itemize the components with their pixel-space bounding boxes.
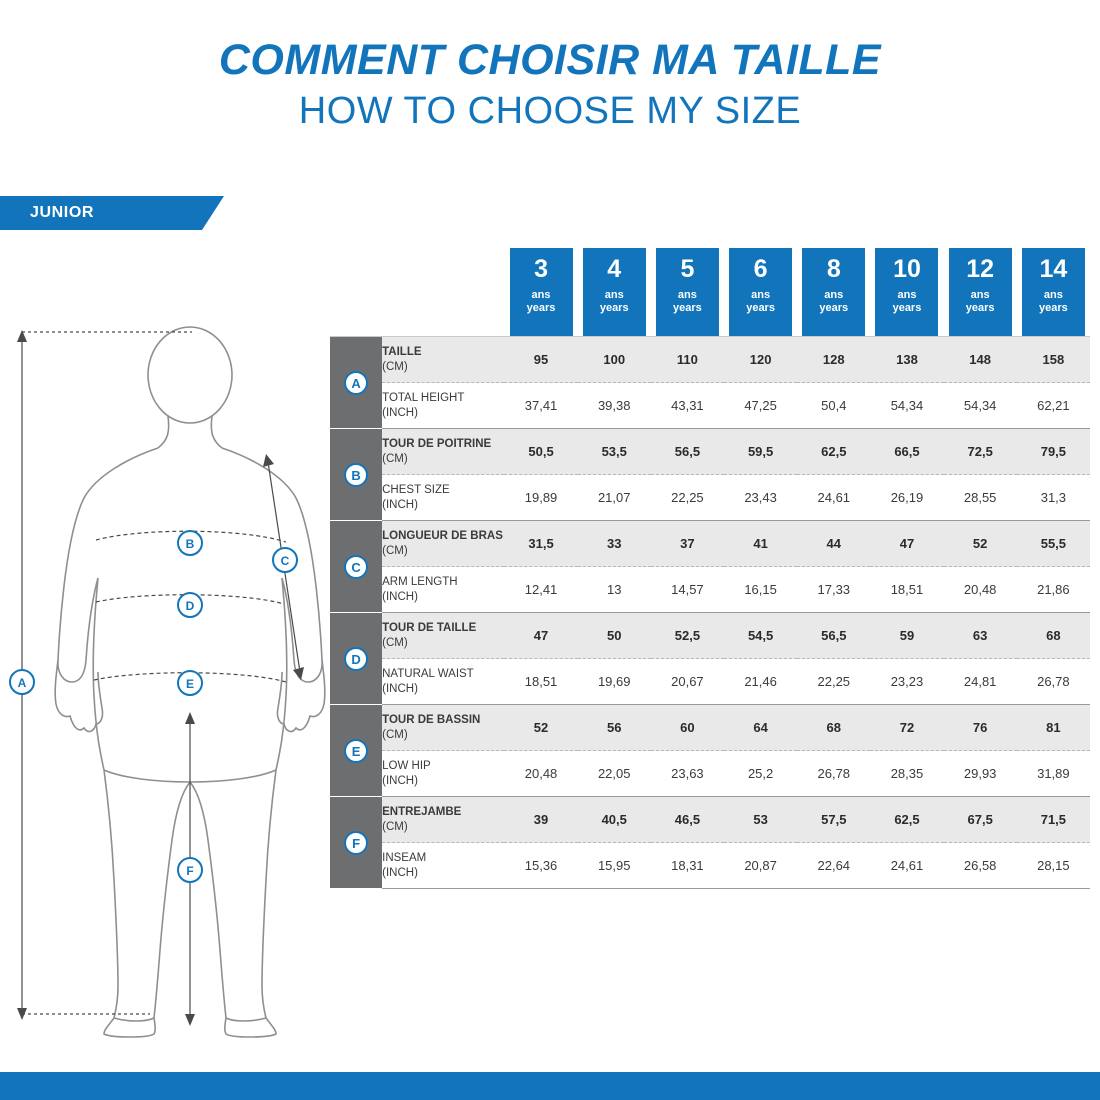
table-cell: 28,55 xyxy=(944,475,1017,521)
table-cell: 22,25 xyxy=(797,659,870,705)
row-label-cm xyxy=(382,337,504,383)
age-header-cell xyxy=(651,248,724,337)
row-label-unit: (CM) xyxy=(382,820,408,833)
row-label-en: ARM LENGTH xyxy=(382,576,458,589)
table-row xyxy=(330,429,1090,475)
age-header-cell xyxy=(578,248,651,337)
table-cell: 28,15 xyxy=(1017,843,1090,889)
table-cell: 50 xyxy=(578,613,651,659)
table-cell: 21,07 xyxy=(578,475,651,521)
table-cell: 53,5 xyxy=(578,429,651,475)
table-cell: 52,5 xyxy=(651,613,724,659)
table-cell: 72 xyxy=(870,705,943,751)
table-cell: 56,5 xyxy=(651,429,724,475)
table-cell: 20,87 xyxy=(724,843,797,889)
row-label-en: CHEST SIZE xyxy=(382,484,450,497)
table-cell: 19,69 xyxy=(578,659,651,705)
table-cell: 26,58 xyxy=(944,843,1017,889)
row-letter-cell xyxy=(330,797,382,889)
table-cell: 138 xyxy=(870,337,943,383)
row-label-unit: (INCH) xyxy=(382,498,418,511)
row-letter-badge: E xyxy=(344,739,368,763)
table-cell: 62,5 xyxy=(870,797,943,843)
table-cell: 110 xyxy=(651,337,724,383)
row-label-inch xyxy=(382,475,504,521)
row-label-unit: (CM) xyxy=(382,452,408,465)
svg-text:E: E xyxy=(185,677,195,691)
table-cell: 26,78 xyxy=(797,751,870,797)
row-label-fr: TOUR DE BASSIN xyxy=(382,714,481,727)
age-number: 10 xyxy=(893,255,921,283)
age-header-cell xyxy=(870,248,943,337)
row-label-unit: (CM) xyxy=(382,360,408,373)
svg-text:B: B xyxy=(185,537,195,551)
table-cell: 21,46 xyxy=(724,659,797,705)
age-number: 3 xyxy=(534,255,548,283)
row-letter-cell xyxy=(330,521,382,613)
age-number: 12 xyxy=(966,255,995,283)
table-cell: 14,57 xyxy=(651,567,724,613)
row-letter-cell xyxy=(330,705,382,797)
table-cell: 53 xyxy=(724,797,797,843)
row-label-cm xyxy=(382,429,504,475)
row-label-cm xyxy=(382,613,504,659)
age-unit-fr: ans xyxy=(824,289,844,302)
row-label-fr: LONGUEUR DE BRAS xyxy=(382,530,503,543)
table-cell: 60 xyxy=(651,705,724,751)
table-cell: 68 xyxy=(1017,613,1090,659)
table-cell: 79,5 xyxy=(1017,429,1090,475)
age-unit-en: years xyxy=(819,301,849,314)
table-row xyxy=(330,705,1090,751)
table-cell: 15,36 xyxy=(504,843,577,889)
table-cell: 55,5 xyxy=(1017,521,1090,567)
svg-text:D: D xyxy=(185,599,195,613)
title-french: COMMENT CHOISIR MA TAILLE xyxy=(218,36,882,84)
age-header-cell xyxy=(724,248,797,337)
table-cell: 24,81 xyxy=(944,659,1017,705)
title-english: HOW TO CHOOSE MY SIZE xyxy=(298,90,802,133)
row-label-unit: (CM) xyxy=(382,544,408,557)
age-header-cell xyxy=(797,248,870,337)
table-cell: 43,31 xyxy=(651,383,724,429)
age-unit-en: years xyxy=(1038,301,1068,314)
table-cell: 20,48 xyxy=(504,751,577,797)
table-cell: 29,93 xyxy=(944,751,1017,797)
table-cell: 46,5 xyxy=(651,797,724,843)
age-header-row xyxy=(330,248,1090,337)
table-cell: 33 xyxy=(578,521,651,567)
row-letter-cell xyxy=(330,613,382,705)
row-letter-badge: D xyxy=(344,647,368,671)
table-cell: 158 xyxy=(1017,337,1090,383)
table-cell: 16,15 xyxy=(724,567,797,613)
row-label-en: LOW HIP xyxy=(382,760,431,773)
row-label-fr: ENTREJAMBE xyxy=(382,806,462,819)
table-cell: 20,48 xyxy=(944,567,1017,613)
table-cell: 120 xyxy=(724,337,797,383)
table-cell: 52 xyxy=(944,521,1017,567)
table-cell: 22,64 xyxy=(797,843,870,889)
table-row xyxy=(330,567,1090,613)
table-row xyxy=(330,337,1090,383)
table-cell: 54,34 xyxy=(870,383,943,429)
table-cell: 18,51 xyxy=(504,659,577,705)
table-cell: 63 xyxy=(944,613,1017,659)
table-cell: 22,25 xyxy=(651,475,724,521)
table-cell: 100 xyxy=(578,337,651,383)
table-cell: 18,51 xyxy=(870,567,943,613)
row-label-inch xyxy=(382,567,504,613)
age-unit-fr: ans xyxy=(1043,289,1063,302)
table-cell: 81 xyxy=(1017,705,1090,751)
row-letter-badge: F xyxy=(344,831,368,855)
row-label-inch xyxy=(382,843,504,889)
row-label-inch xyxy=(382,751,504,797)
svg-text:F: F xyxy=(186,864,194,878)
age-number: 6 xyxy=(753,255,768,283)
row-label-unit: (INCH) xyxy=(382,866,418,879)
svg-text:A: A xyxy=(17,676,27,690)
table-cell: 20,67 xyxy=(651,659,724,705)
age-unit-fr: ans xyxy=(970,289,990,302)
table-cell: 50,5 xyxy=(504,429,577,475)
age-header-spacer xyxy=(330,248,504,337)
table-cell: 22,05 xyxy=(578,751,651,797)
table-cell: 56,5 xyxy=(797,613,870,659)
age-unit-fr: ans xyxy=(677,289,697,302)
footer-bar xyxy=(0,1072,1100,1100)
row-label-unit: (INCH) xyxy=(382,682,418,695)
table-cell: 95 xyxy=(504,337,577,383)
table-cell: 47 xyxy=(504,613,577,659)
age-header-cell xyxy=(1017,248,1090,337)
table-row xyxy=(330,659,1090,705)
row-letter-badge: C xyxy=(344,555,368,579)
table-row xyxy=(330,475,1090,521)
row-label-en: INSEAM xyxy=(382,852,427,865)
table-cell: 62,5 xyxy=(797,429,870,475)
row-label-unit: (INCH) xyxy=(382,590,418,603)
page-title xyxy=(0,0,1100,135)
table-cell: 39,38 xyxy=(578,383,651,429)
row-letter-badge: A xyxy=(344,371,368,395)
table-cell: 57,5 xyxy=(797,797,870,843)
category-banner-arrow xyxy=(202,196,224,230)
table-cell: 54,5 xyxy=(724,613,797,659)
table-cell: 76 xyxy=(944,705,1017,751)
table-cell: 54,34 xyxy=(944,383,1017,429)
age-number: 5 xyxy=(680,255,695,283)
table-cell: 19,89 xyxy=(504,475,577,521)
table-cell: 28,35 xyxy=(870,751,943,797)
age-unit-fr: ans xyxy=(604,289,624,302)
table-cell: 39 xyxy=(504,797,577,843)
age-number: 8 xyxy=(826,255,841,283)
row-label-unit: (CM) xyxy=(382,636,408,649)
row-label-fr: TAILLE xyxy=(382,346,422,359)
table-row xyxy=(330,797,1090,843)
table-cell: 24,61 xyxy=(797,475,870,521)
table-cell: 12,41 xyxy=(504,567,577,613)
table-row xyxy=(330,751,1090,797)
row-letter-cell xyxy=(330,429,382,521)
age-unit-en: years xyxy=(673,301,702,314)
table-cell: 50,4 xyxy=(797,383,870,429)
table-cell: 26,78 xyxy=(1017,659,1090,705)
table-cell: 23,63 xyxy=(651,751,724,797)
row-label-fr: TOUR DE TAILLE xyxy=(382,622,477,635)
row-label-en: TOTAL HEIGHT xyxy=(382,392,465,405)
table-cell: 31,89 xyxy=(1017,751,1090,797)
table-cell: 67,5 xyxy=(944,797,1017,843)
table-cell: 59,5 xyxy=(724,429,797,475)
table-row xyxy=(330,613,1090,659)
svg-text:C: C xyxy=(280,554,290,568)
row-label-cm xyxy=(382,797,504,843)
table-cell: 26,19 xyxy=(870,475,943,521)
table-cell: 52 xyxy=(504,705,577,751)
age-number: 14 xyxy=(1039,255,1068,283)
age-header-cell xyxy=(504,248,577,337)
age-unit-en: years xyxy=(599,301,629,314)
table-cell: 44 xyxy=(797,521,870,567)
table-cell: 41 xyxy=(724,521,797,567)
row-label-unit: (CM) xyxy=(382,728,408,741)
category-banner xyxy=(0,196,202,230)
row-label-unit: (INCH) xyxy=(382,406,418,419)
row-label-inch xyxy=(382,659,504,705)
size-table xyxy=(330,248,1090,889)
table-cell: 71,5 xyxy=(1017,797,1090,843)
table-cell: 31,3 xyxy=(1017,475,1090,521)
row-label-cm xyxy=(382,521,504,567)
table-cell: 37,41 xyxy=(504,383,577,429)
table-cell: 37 xyxy=(651,521,724,567)
row-letter-badge: B xyxy=(344,463,368,487)
body-measurement-figure xyxy=(0,300,330,1050)
table-cell: 13 xyxy=(578,567,651,613)
age-unit-en: years xyxy=(526,301,556,314)
table-cell: 56 xyxy=(578,705,651,751)
row-label-fr: TOUR DE POITRINE xyxy=(382,438,492,451)
age-unit-fr: ans xyxy=(897,289,917,302)
table-cell: 25,2 xyxy=(724,751,797,797)
age-unit-en: years xyxy=(965,301,995,314)
row-label-en: NATURAL WAIST xyxy=(382,668,474,681)
table-cell: 31,5 xyxy=(504,521,577,567)
table-row xyxy=(330,843,1090,889)
age-unit-en: years xyxy=(746,301,775,314)
table-cell: 47 xyxy=(870,521,943,567)
table-row xyxy=(330,383,1090,429)
table-cell: 23,23 xyxy=(870,659,943,705)
table-cell: 17,33 xyxy=(797,567,870,613)
table-cell: 148 xyxy=(944,337,1017,383)
table-cell: 47,25 xyxy=(724,383,797,429)
table-cell: 64 xyxy=(724,705,797,751)
size-chart xyxy=(330,248,1090,889)
row-label-cm xyxy=(382,705,504,751)
table-cell: 59 xyxy=(870,613,943,659)
table-cell: 23,43 xyxy=(724,475,797,521)
age-unit-fr: ans xyxy=(531,289,551,302)
age-unit-fr: ans xyxy=(751,289,771,302)
age-unit-en: years xyxy=(892,301,922,314)
age-header-cell xyxy=(944,248,1017,337)
age-number: 4 xyxy=(607,255,622,283)
table-cell: 40,5 xyxy=(578,797,651,843)
table-cell: 24,61 xyxy=(870,843,943,889)
table-row xyxy=(330,521,1090,567)
table-cell: 62,21 xyxy=(1017,383,1090,429)
table-cell: 72,5 xyxy=(944,429,1017,475)
table-cell: 68 xyxy=(797,705,870,751)
table-cell: 21,86 xyxy=(1017,567,1090,613)
table-cell: 128 xyxy=(797,337,870,383)
row-label-unit: (INCH) xyxy=(382,774,418,787)
row-letter-cell xyxy=(330,337,382,429)
row-label-inch xyxy=(382,383,504,429)
table-cell: 15,95 xyxy=(578,843,651,889)
category-banner-label: JUNIOR xyxy=(30,204,95,221)
table-cell: 66,5 xyxy=(870,429,943,475)
table-cell: 18,31 xyxy=(651,843,724,889)
